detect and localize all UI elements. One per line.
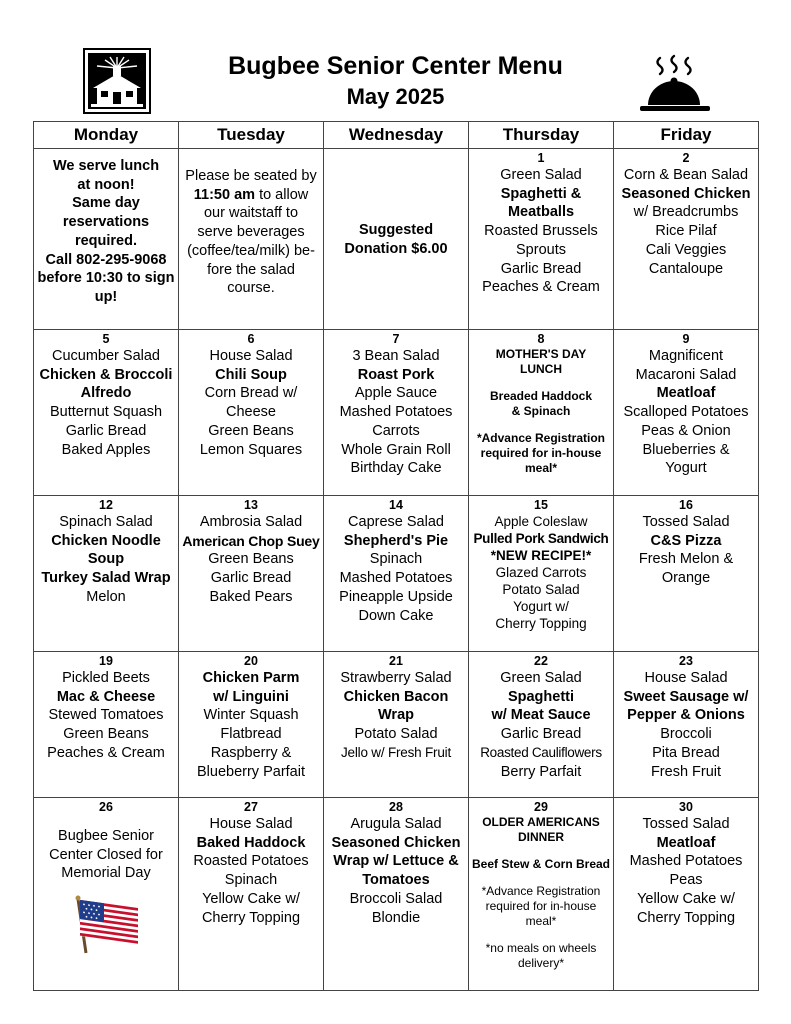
- closure-note: Bugbee Senior: [58, 828, 154, 844]
- date-number: 15: [534, 498, 548, 512]
- main-dish: Wrap: [378, 707, 414, 724]
- menu-item: Pita Bread: [652, 744, 720, 761]
- day-cell-14: [324, 496, 469, 652]
- phone-number: Call 802-295-9068: [45, 251, 167, 268]
- menu-item: Tossed Salad: [642, 514, 730, 530]
- date-number: 30: [679, 800, 693, 814]
- main-dish: Spaghetti: [507, 688, 575, 705]
- main-dish: Spaghetti &: [500, 185, 582, 202]
- delivery-note: *no meals on wheels: [485, 941, 597, 955]
- main-dish: Chicken Bacon: [343, 688, 449, 705]
- week-row-4: [34, 652, 759, 798]
- menu-item: Corn & Bean Salad: [623, 167, 749, 183]
- page-subtitle: May 2025: [346, 84, 445, 109]
- info-line: reservations: [62, 214, 150, 231]
- note-line: (coffee/tea/milk) be-: [187, 242, 315, 259]
- date-number: 13: [244, 498, 258, 512]
- header-monday: Monday: [34, 122, 179, 149]
- day-cell-12: [34, 496, 179, 652]
- main-dish: w/ Linguini: [213, 688, 289, 705]
- main-dish: Beef Stew & Corn Bread: [471, 857, 611, 871]
- week-row-3: [34, 496, 759, 652]
- closure-note: Center Closed for: [49, 846, 163, 863]
- menu-item: Mashed Potatoes: [339, 404, 453, 421]
- registration-note: required for in-house: [480, 446, 602, 460]
- main-dish: American Chop Suey: [182, 532, 320, 549]
- day-cell-5: [34, 330, 179, 496]
- menu-item: Rice Pilaf: [655, 223, 717, 240]
- event-title: OLDER AMERICANS: [482, 815, 600, 829]
- menu-item: Potato Salad: [502, 582, 580, 597]
- menu-item: Cantaloupe: [648, 260, 724, 277]
- date-number: 7: [392, 332, 400, 346]
- info-line: at noon!: [77, 176, 135, 193]
- menu-item: Garlic Bread: [500, 726, 582, 743]
- main-dish: Shepherd's Pie: [343, 532, 449, 549]
- main-dish: Roast Pork: [357, 366, 435, 383]
- menu-item: Berry Parfait: [500, 763, 582, 780]
- info-line: Same day: [72, 195, 140, 212]
- date-number: 28: [389, 800, 403, 814]
- date-number: 16: [679, 498, 693, 512]
- menu-item: Peaches & Cream: [482, 279, 600, 296]
- date-number: 21: [389, 654, 403, 668]
- menu-item: Jello w/ Fresh Fruit: [340, 744, 452, 760]
- event-title: DINNER: [517, 830, 564, 844]
- menu-item: Arugula Salad: [350, 816, 442, 832]
- main-dish: Meatballs: [507, 204, 575, 221]
- seating-time: 11:50 am: [193, 186, 256, 203]
- day-cell-20: [179, 652, 324, 798]
- menu-item: Melon: [86, 588, 126, 605]
- date-number: 14: [389, 498, 403, 512]
- date-number: 6: [247, 332, 255, 346]
- note-line: [181, 186, 321, 205]
- menu-item: Mashed Potatoes: [339, 570, 453, 587]
- date-number: 26: [99, 800, 113, 814]
- menu-item: Peas: [669, 872, 703, 889]
- day-cell-9: [614, 330, 759, 496]
- main-dish: Soup: [87, 551, 125, 568]
- day-cell-2: [614, 149, 759, 330]
- day-cell-13: [179, 496, 324, 652]
- menu-item: Sprouts: [516, 241, 566, 258]
- menu-item: Roasted Cauliflowers: [480, 744, 602, 760]
- menu-item: Yellow Cake w/: [637, 890, 735, 907]
- menu-item: Orange: [661, 570, 711, 587]
- menu-item: Baked Apples: [61, 441, 151, 458]
- menu-item: Strawberry Salad: [340, 670, 452, 686]
- main-dish: Turkey Salad Wrap: [41, 570, 171, 587]
- info-line: up!: [94, 288, 118, 305]
- menu-item: Winter Squash: [203, 707, 299, 724]
- day-cell-27: [179, 798, 324, 991]
- main-dish: Sweet Sausage w/: [623, 688, 749, 705]
- menu-item: Whole Grain Roll: [341, 441, 451, 458]
- date-number: 20: [244, 654, 258, 668]
- day-cell-19: [34, 652, 179, 798]
- main-dish: Pulled Pork Sandwich: [473, 531, 609, 546]
- new-recipe-badge: *NEW RECIPE!*: [490, 548, 592, 563]
- day-cell-23: [614, 652, 759, 798]
- day-cell-8: [469, 330, 614, 496]
- menu-item: Raspberry &: [210, 744, 292, 761]
- menu-item: House Salad: [644, 670, 728, 686]
- cloche-icon: [636, 54, 714, 114]
- menu-item: Butternut Squash: [49, 404, 163, 421]
- menu-item: Carrots: [372, 422, 420, 439]
- main-dish: Alfredo: [80, 385, 132, 402]
- note-text: to allow: [259, 186, 309, 203]
- header-friday: Friday: [614, 122, 759, 149]
- menu-item: Cherry Topping: [636, 909, 736, 926]
- date-number: 19: [99, 654, 113, 668]
- registration-note: meal*: [524, 461, 558, 475]
- week-row-2: [34, 330, 759, 496]
- main-dish: w/ Meat Sauce: [491, 707, 591, 724]
- note-line: serve beverages: [197, 224, 305, 241]
- main-dish: Meatloaf: [656, 385, 716, 402]
- event-title: MOTHER'S DAY: [495, 347, 587, 361]
- day-cell-6: [179, 330, 324, 496]
- menu-item: Apple Sauce: [354, 385, 438, 402]
- header-tuesday: Tuesday: [179, 122, 324, 149]
- menu-item: Lemon Squares: [199, 441, 303, 458]
- date-number: 27: [244, 800, 258, 814]
- menu-item: Fresh Fruit: [650, 763, 722, 780]
- menu-item: Green Beans: [208, 551, 294, 568]
- main-dish: Chicken & Broccoli: [39, 366, 173, 383]
- menu-item: Yellow Cake w/: [202, 890, 300, 907]
- registration-note: meal*: [525, 914, 557, 928]
- page-header: [0, 0, 791, 120]
- menu-item: Garlic Bread: [210, 570, 292, 587]
- registration-note: required for in-house: [485, 899, 597, 913]
- menu-item: Green Salad: [500, 167, 582, 183]
- menu-item: Fresh Melon &: [638, 551, 734, 568]
- header-thursday: Thursday: [469, 122, 614, 149]
- menu-item: Roasted Potatoes: [193, 853, 309, 870]
- menu-item: Spinach: [224, 872, 278, 889]
- date-number: 22: [534, 654, 548, 668]
- menu-item: Green Salad: [500, 670, 582, 686]
- main-dish: & Spinach: [511, 404, 571, 418]
- event-title: LUNCH: [520, 362, 562, 376]
- menu-item: Green Beans: [63, 726, 149, 743]
- menu-item: Mashed Potatoes: [629, 853, 743, 870]
- menu-item: Blueberries &: [642, 441, 730, 458]
- menu-item: Stewed Tomatoes: [48, 707, 164, 724]
- day-cell-seating-note: [179, 149, 324, 330]
- menu-item: Magnificent: [648, 348, 724, 364]
- date-number: 8: [537, 332, 545, 346]
- date-number: 1: [537, 151, 545, 165]
- menu-item: Peaches & Cream: [47, 744, 165, 761]
- delivery-note: delivery*: [517, 956, 565, 970]
- menu-item: Pickled Beets: [62, 670, 150, 686]
- menu-item: Cherry Topping: [201, 909, 301, 926]
- day-cell-22: [469, 652, 614, 798]
- day-cell-29: [469, 798, 614, 991]
- week-row-5: [34, 798, 759, 991]
- closure-note: Memorial Day: [61, 865, 151, 882]
- day-cell-16: [614, 496, 759, 652]
- menu-item: Corn Bread w/: [204, 385, 298, 402]
- menu-item: Blondie: [371, 909, 421, 926]
- donation-line: Suggested: [358, 222, 434, 239]
- menu-item: House Salad: [209, 348, 293, 364]
- note-line: fore the salad: [207, 261, 295, 278]
- info-line: We serve lunch: [52, 158, 160, 174]
- american-flag-icon: [74, 893, 144, 955]
- date-number: 5: [102, 332, 110, 346]
- menu-item: Yogurt w/: [513, 599, 569, 614]
- menu-item: Baked Pears: [209, 588, 293, 605]
- menu-item: Garlic Bread: [65, 422, 147, 439]
- menu-item: Caprese Salad: [348, 514, 444, 530]
- menu-item: Broccoli: [660, 726, 712, 743]
- menu-item: Tossed Salad: [642, 816, 730, 832]
- menu-item: Ambrosia Salad: [199, 514, 303, 530]
- main-dish: Wrap w/ Lettuce &: [333, 853, 459, 870]
- page-title: Bugbee Senior Center Menu: [228, 52, 563, 80]
- menu-item: Scalloped Potatoes: [623, 404, 749, 421]
- date-number: 23: [679, 654, 693, 668]
- day-cell-30: [614, 798, 759, 991]
- main-dish: Meatloaf: [656, 834, 716, 851]
- date-number: 29: [534, 800, 548, 814]
- main-dish: Pepper & Onions: [627, 707, 745, 724]
- menu-item: Cherry Topping: [495, 616, 587, 631]
- menu-item: Birthday Cake: [350, 460, 442, 477]
- main-dish: Chili Soup: [215, 366, 287, 383]
- day-cell-15: [469, 496, 614, 652]
- day-cell-1: [469, 149, 614, 330]
- date-number: 2: [682, 151, 690, 165]
- menu-item: Blueberry Parfait: [197, 763, 305, 780]
- registration-note: *Advance Registration: [481, 884, 601, 898]
- menu-calendar: [33, 121, 759, 991]
- main-dish: Seasoned Chicken: [621, 185, 751, 202]
- menu-item: Glazed Carrots: [495, 565, 587, 580]
- menu-item: Flatbread: [220, 726, 282, 743]
- menu-item: w/ Breadcrumbs: [633, 204, 739, 221]
- note-line: course.: [227, 280, 275, 297]
- main-dish: Baked Haddock: [196, 834, 306, 851]
- day-cell-26: [34, 798, 179, 991]
- menu-item: Down Cake: [358, 607, 434, 624]
- menu-item: Macaroni Salad: [635, 366, 737, 383]
- info-line: required.: [74, 232, 138, 249]
- menu-item: Potato Salad: [354, 726, 438, 743]
- menu-item: Spinach Salad: [59, 514, 153, 530]
- day-cell-28: [324, 798, 469, 991]
- menu-item: Yogurt: [665, 460, 707, 477]
- info-line: before 10:30 to sign: [37, 270, 175, 287]
- note-line: our waitstaff to: [203, 205, 299, 222]
- date-number: 9: [682, 332, 690, 346]
- main-dish: Breaded Haddock: [489, 389, 593, 403]
- menu-item: Cali Veggies: [645, 241, 727, 258]
- day-cell-info: [34, 149, 179, 330]
- menu-item: Apple Coleslaw: [494, 514, 588, 529]
- menu-item: Broccoli Salad: [349, 890, 443, 907]
- menu-item: Peas & Onion: [641, 422, 731, 439]
- date-number: 12: [99, 498, 113, 512]
- main-dish: Chicken Parm: [202, 670, 300, 686]
- menu-item: Cucumber Salad: [52, 348, 160, 364]
- menu-item: Cheese: [226, 404, 276, 421]
- day-cell-donation: [324, 149, 469, 330]
- registration-note: *Advance Registration: [476, 431, 606, 445]
- header-wednesday: Wednesday: [324, 122, 469, 149]
- menu-item: Garlic Bread: [500, 260, 582, 277]
- day-cell-21: [324, 652, 469, 798]
- menu-item: Spinach: [369, 551, 423, 568]
- weekday-header-row: [34, 122, 759, 149]
- menu-item: Green Beans: [208, 422, 294, 439]
- donation-amount: Donation $6.00: [344, 241, 448, 257]
- day-cell-7: [324, 330, 469, 496]
- main-dish: Tomatoes: [362, 872, 430, 889]
- menu-item: Pineapple Upside: [339, 588, 453, 605]
- note-line: Please be seated by: [185, 168, 317, 184]
- main-dish: Mac & Cheese: [56, 688, 156, 705]
- main-dish: C&S Pizza: [650, 532, 722, 549]
- main-dish: Chicken Noodle: [51, 532, 161, 549]
- week-row-1: [34, 149, 759, 330]
- menu-item: House Salad: [209, 816, 293, 832]
- main-dish: Seasoned Chicken: [331, 834, 461, 851]
- menu-item: 3 Bean Salad: [352, 348, 440, 364]
- menu-item: Roasted Brussels: [484, 223, 598, 240]
